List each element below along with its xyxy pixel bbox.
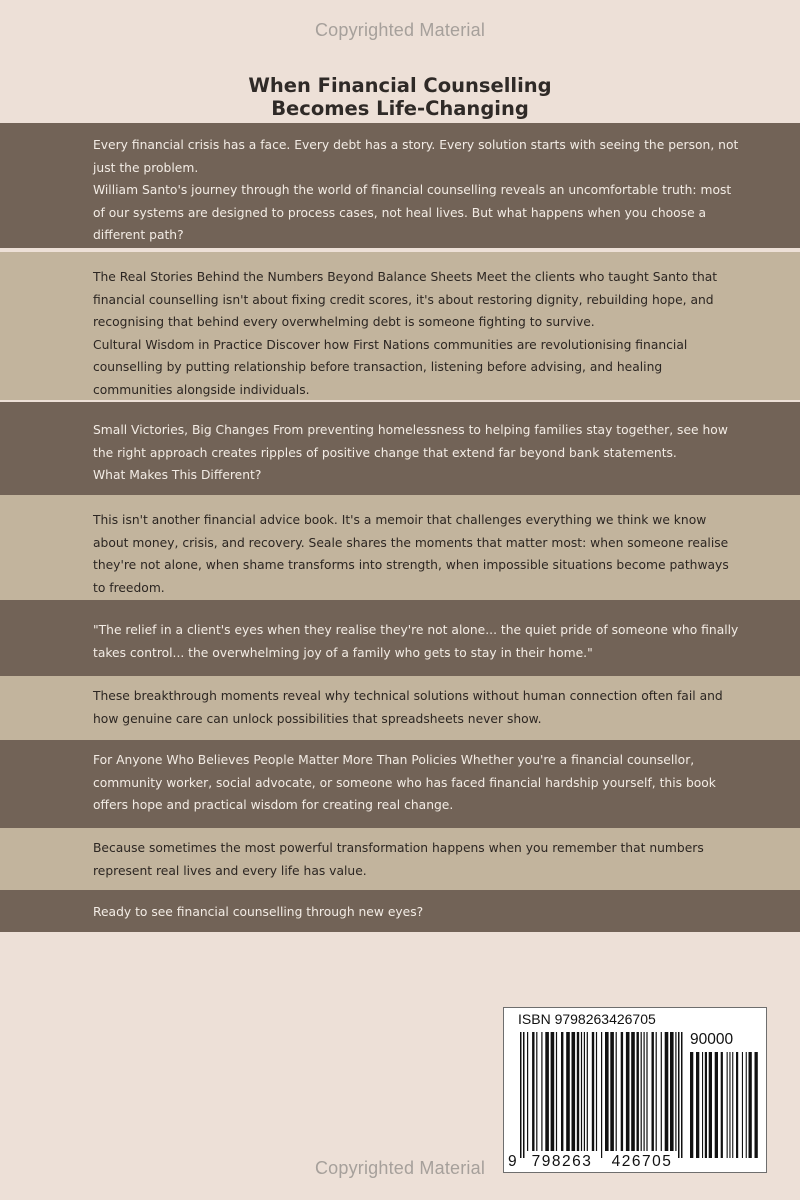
blurb-line: takes control... the overwhelming joy of a family who gets to stay in their home." <box>93 645 593 660</box>
barcode-bar <box>742 1052 743 1158</box>
blurb-line: What Makes This Different? <box>93 468 262 482</box>
barcode-bar <box>610 1032 614 1151</box>
barcode-bar <box>561 1032 563 1151</box>
blurb-line: represent real lives and every life has value. <box>93 863 367 878</box>
barcode-bar <box>631 1032 635 1151</box>
blurb-line: to freedom. <box>93 580 165 595</box>
blurb-line: The Real Stories Behind the Numbers Beyond Balance Sheets Meet the clients who taught Santo that <box>93 270 718 284</box>
barcode-digits-right: 426705 <box>611 1153 673 1170</box>
barcode-bar <box>661 1032 662 1151</box>
title-line-2: Becomes Life-Changing <box>271 97 529 120</box>
barcode-bar <box>596 1032 597 1151</box>
barcode-bar <box>746 1052 747 1158</box>
barcode-bar <box>644 1032 645 1151</box>
barcode-bar <box>715 1052 718 1158</box>
blurb-line: just the problem. <box>93 160 199 175</box>
blurb-line: counselling by putting relationship before transaction, listening before advising, and healing <box>93 360 663 374</box>
blurb-line: William Santo's journey through the world of financial counselling reveals an uncomfortable truth: most <box>93 183 732 197</box>
barcode-bar <box>696 1052 699 1158</box>
barcode-bar <box>605 1032 609 1151</box>
barcode-digit-lead: 9 <box>508 1153 517 1170</box>
barcode-bar <box>678 1032 680 1158</box>
barcode-bar <box>736 1052 738 1158</box>
copyright-watermark-bottom: Copyrighted Material <box>314 1158 486 1178</box>
isbn-barcode <box>503 1007 767 1173</box>
barcode-bar <box>621 1032 623 1151</box>
blurb-line: how genuine care can unlock possibilities that spreadsheets never show. <box>93 711 542 726</box>
copyright-watermark-top: Copyrighted Material <box>314 20 486 40</box>
blurb-line: different path? <box>93 228 184 242</box>
blurb-line: they're not alone, when shame transforms into strength, when impossible situations become pathways <box>93 558 729 572</box>
barcode-bar <box>646 1032 647 1151</box>
book-title <box>0 74 800 120</box>
barcode-bar <box>541 1032 542 1151</box>
blurb-section-closing <box>0 890 800 932</box>
blurb-line: financial counselling isn't about fixing credit scores, it's about restoring dignity, rebuilding hope, and <box>93 292 714 307</box>
blurb-line: community worker, social advocate, or someone who has faced financial hardship yourself, this book <box>93 775 716 790</box>
barcode-digits-left: 798263 <box>531 1153 593 1170</box>
barcode-bar <box>749 1052 752 1158</box>
barcode-bar <box>755 1052 758 1158</box>
blurb-line: communities alongside individuals. <box>93 382 310 397</box>
title-line-1: When Financial Counselling <box>248 74 552 97</box>
barcode-bar <box>577 1032 579 1151</box>
blurb-line: offers hope and practical wisdom for creating real change. <box>93 798 454 812</box>
blurb-section-quote <box>0 600 800 676</box>
blurb-section-intro <box>0 123 800 248</box>
blurb-section-memoir <box>0 495 800 600</box>
blurb-line: This isn't another financial advice book. It's a memoir that challenges everything we think we know <box>93 513 707 527</box>
barcode-bar <box>592 1032 594 1151</box>
barcode-bar <box>601 1032 602 1158</box>
blurb-section-audience <box>0 740 800 828</box>
barcode-bar <box>536 1032 537 1151</box>
barcode-bar <box>637 1032 639 1151</box>
barcode-bar <box>729 1052 730 1158</box>
barcode-bar <box>523 1032 525 1158</box>
blurb-line: Ready to see financial counselling through new eyes? <box>93 905 424 919</box>
barcode-bar <box>670 1032 674 1151</box>
barcode-bar <box>616 1032 617 1151</box>
barcode-bar <box>652 1032 654 1151</box>
blurb-section-real-stories <box>0 252 800 400</box>
barcode-bar <box>732 1052 733 1158</box>
blurb-line: Every financial crisis has a face. Every debt has a story. Every solution starts with seeing the person, not <box>93 138 739 152</box>
barcode-bar <box>681 1032 683 1158</box>
blurb-section-transformation <box>0 828 800 890</box>
blurb-line: Because sometimes the most powerful transformation happens when you remember that numbers <box>93 841 704 855</box>
blurb-line: "The relief in a client's eyes when they realise they're not alone... the quiet pride of someone who finally <box>93 623 739 637</box>
barcode-bar <box>587 1032 588 1151</box>
barcode-bar <box>675 1032 676 1151</box>
barcode-bar <box>566 1032 570 1151</box>
blurb-line: of our systems are designed to process cases, not heal lives. But what happens when you choose a <box>93 205 707 220</box>
price-code: 90000 <box>690 1031 734 1048</box>
blurb-section-small-victories <box>0 402 800 495</box>
blurb-line: the right approach creates ripples of positive change that extend far beyond bank statements. <box>93 445 677 460</box>
barcode-bar <box>727 1052 728 1158</box>
barcode-bar <box>556 1032 557 1151</box>
blurb-line: These breakthrough moments reveal why technical solutions without human connection often fail and <box>93 689 723 703</box>
barcode-bar <box>656 1032 657 1151</box>
barcode-bar <box>527 1032 528 1151</box>
barcode-bar <box>641 1032 642 1151</box>
isbn-label: ISBN 9798263426705 <box>518 1011 656 1027</box>
blurb-section-breakthrough <box>0 676 800 740</box>
barcode-bar <box>626 1032 630 1151</box>
blurb-line: For Anyone Who Believes People Matter More Than Policies Whether you're a financial counsellor, <box>93 753 695 767</box>
barcode-bar <box>545 1032 549 1151</box>
barcode-bar <box>520 1032 522 1158</box>
barcode-bar <box>705 1052 707 1158</box>
barcode-bar <box>665 1032 669 1151</box>
barcode-bar <box>721 1052 723 1158</box>
barcode-bar <box>551 1032 555 1151</box>
barcode-bar <box>581 1032 582 1151</box>
barcode-bar <box>702 1052 703 1158</box>
blurb-line: recognising that behind every overwhelming debt is someone fighting to survive. <box>93 315 595 329</box>
barcode-bar <box>709 1052 712 1158</box>
blurb-line: Cultural Wisdom in Practice Discover how First Nations communities are revolutionising financial <box>93 337 688 352</box>
barcode-bar <box>572 1032 576 1151</box>
blurb-line: Small Victories, Big Changes From preventing homelessness to helping families stay together, see how <box>93 423 728 437</box>
barcode-bar <box>690 1052 693 1158</box>
barcode-bar <box>584 1032 585 1151</box>
barcode-bars <box>504 1008 766 1172</box>
barcode-bar <box>532 1032 534 1151</box>
blurb-line: about money, crisis, and recovery. Seale shares the moments that matter most: when someone realise <box>93 535 729 550</box>
